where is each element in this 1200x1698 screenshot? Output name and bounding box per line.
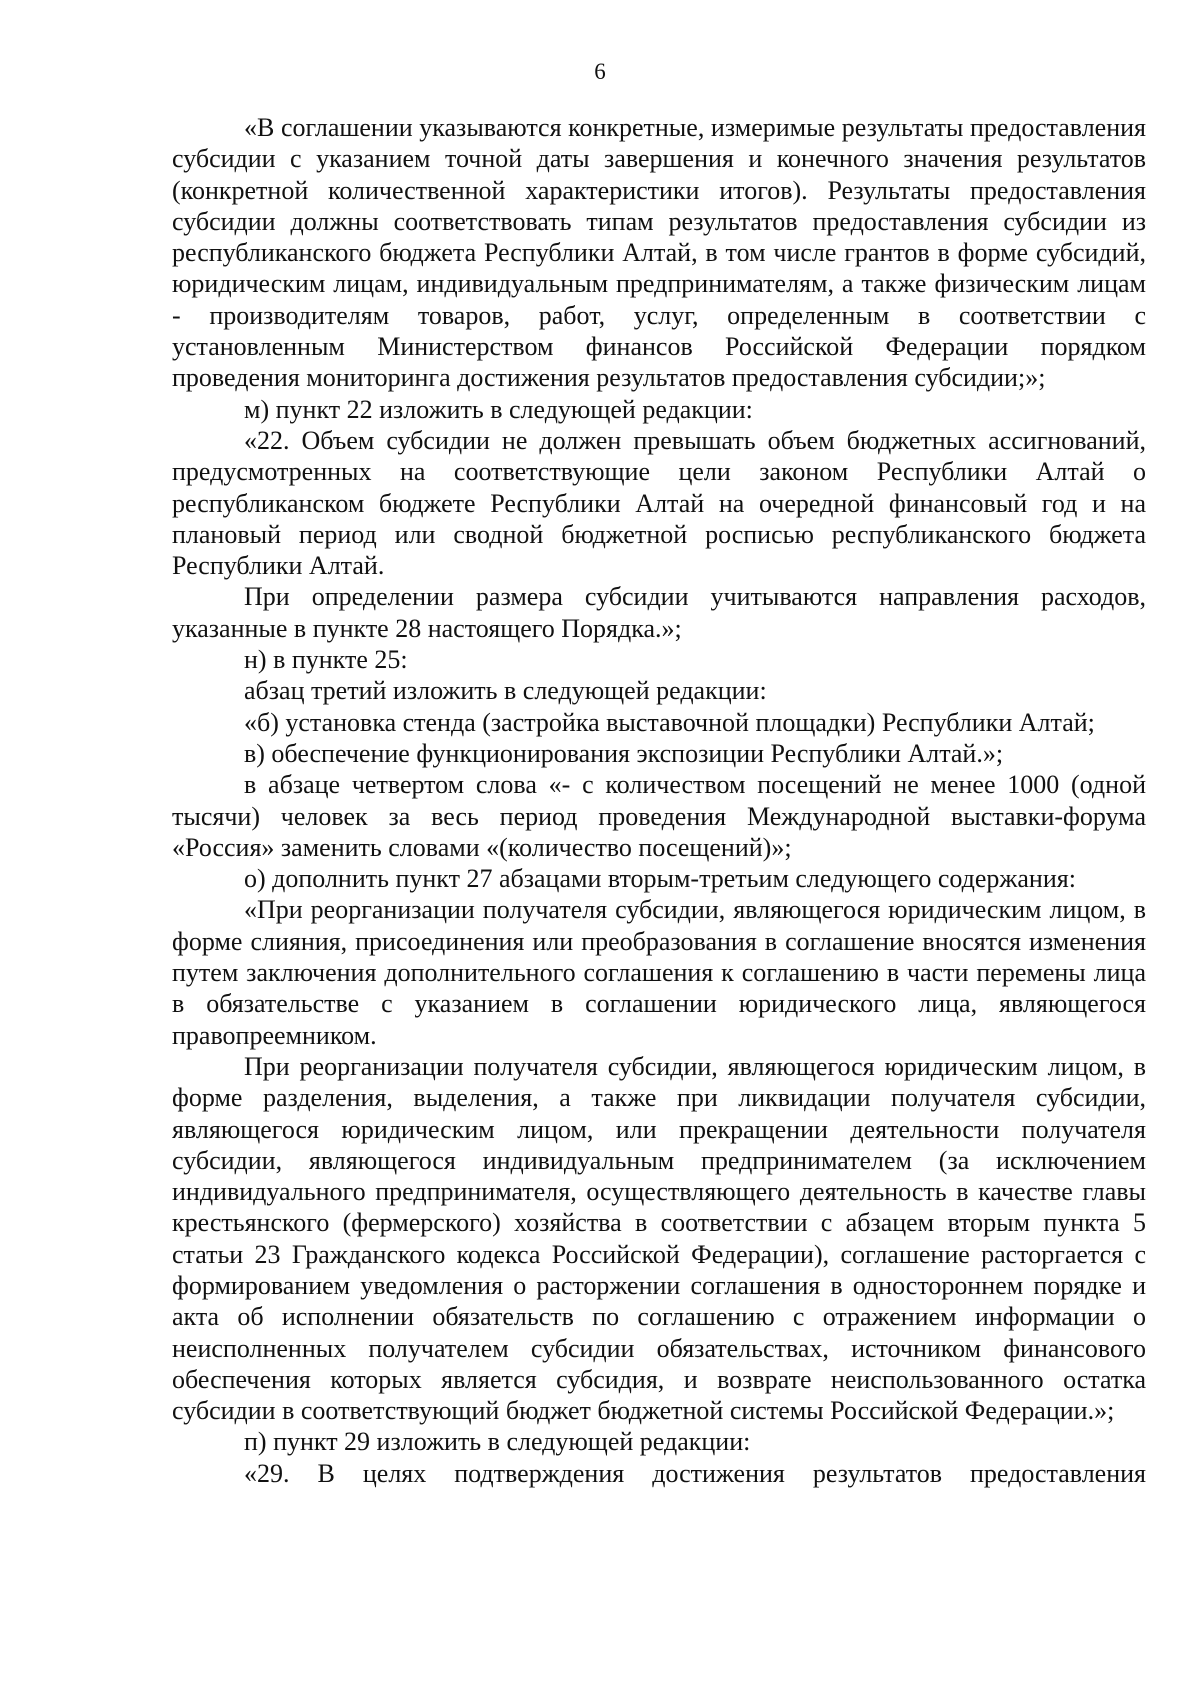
paragraph-clause-29: «29. В целях подтверждения достижения результатов предоставления (244, 1458, 1146, 1488)
paragraph-reorganization-division: При реорганизации получателя субсидии, являющегося юридическим лицом, в форме разделения, выделения, а также при ликвидации получателя субсидии, являющегося юридическим лицом, или прекращении деятельности получателя субсидии, являющегося индивидуальным предпринимателем (за исключением индивидуального предпринимателя, осуществляющего деятельность в качестве главы крестьянского (фермерского) хозяйства в соответствии с абзацем вторым пункта 5 статьи 23 Гражданского кодекса Российской Федерации), соглашение расторгается с формированием уведомления о расторжении соглашения в одностороннем порядке и акта об исполнении обязательств по соглашению с отражением информации о неисполненных получателем субсидии обязательствах, источником финансового обеспечения которых является субсидия, и возврате неиспользованного остатка субсидии в соответствующий бюджет бюджетной системы Российской Федерации.»; (172, 1051, 1146, 1426)
paragraph-subsidy-size: При определении размера субсидии учитываются направления расходов, указанные в пункте 28 настоящего Порядка.»; (172, 582, 1146, 643)
paragraph-fourth-abzac: в абзаце четвертом слова «- с количеством посещений не менее 1000 (одной тысячи) человек за весь период проведения Международной выставки-форума «Россия» заменить словами «(количество посещений)»; (172, 770, 1146, 862)
paragraph-item-m: м) пункт 22 изложить в следующей редакции: (244, 394, 753, 424)
document-body (172, 112, 1146, 1489)
paragraph-subitem-b: «б) установка стенда (застройка выставочной площадки) Республики Алтай; (244, 707, 1095, 737)
paragraph-clause-22: «22. Объем субсидии не должен превышать объем бюджетных ассигнований, предусмотренных на соответствующие цели законом Республики Алтай о республиканском бюджете Республики Алтай на очередной финансовый год и на плановый период или сводной бюджетной росписью республиканского бюджета Республики Алтай. (172, 425, 1146, 581)
paragraph-reorganization-merger: «При реорганизации получателя субсидии, являющегося юридическим лицом, в форме слияния, присоединения или преобразования в соглашение вносятся изменения путем заключения дополнительного соглашения к соглашению в части перемены лица в обязательстве с указанием в соглашении юридического лица, являющегося правопреемником. (172, 895, 1146, 1050)
paragraph-item-o: о) дополнить пункт 27 абзацами вторым-третьим следующего содержания: (244, 864, 1076, 894)
page-number: 6 (594, 59, 606, 84)
paragraph-item-p: п) пункт 29 изложить в следующей редакции: (244, 1427, 751, 1457)
paragraph-item-n: н) в пункте 25: (244, 645, 408, 675)
paragraph-results-requirements: «В соглашении указываются конкретные, измеримые результаты предоставления субсидии с указанием точной даты завершения и конечного значения результатов (конкретной количественной характеристики итогов). Результаты предоставления субсидии должны соответствовать типам результатов предоставления субсидии из республиканского бюджета Республики Алтай, в том числе грантов в форме субсидий, юридическим лицам, индивидуальным предпринимателям, а также физическим лицам - производителям товаров, работ, услуг, определенным в соответствии с установленным Министерством финансов Российской Федерации порядком проведения мониторинга достижения результатов предоставления субсидии;»; (172, 113, 1146, 393)
paragraph-subitem-v: в) обеспечение функционирования экспозиции Республики Алтай.»; (244, 738, 1004, 768)
paragraph-third-abzac: абзац третий изложить в следующей редакции: (244, 676, 767, 706)
